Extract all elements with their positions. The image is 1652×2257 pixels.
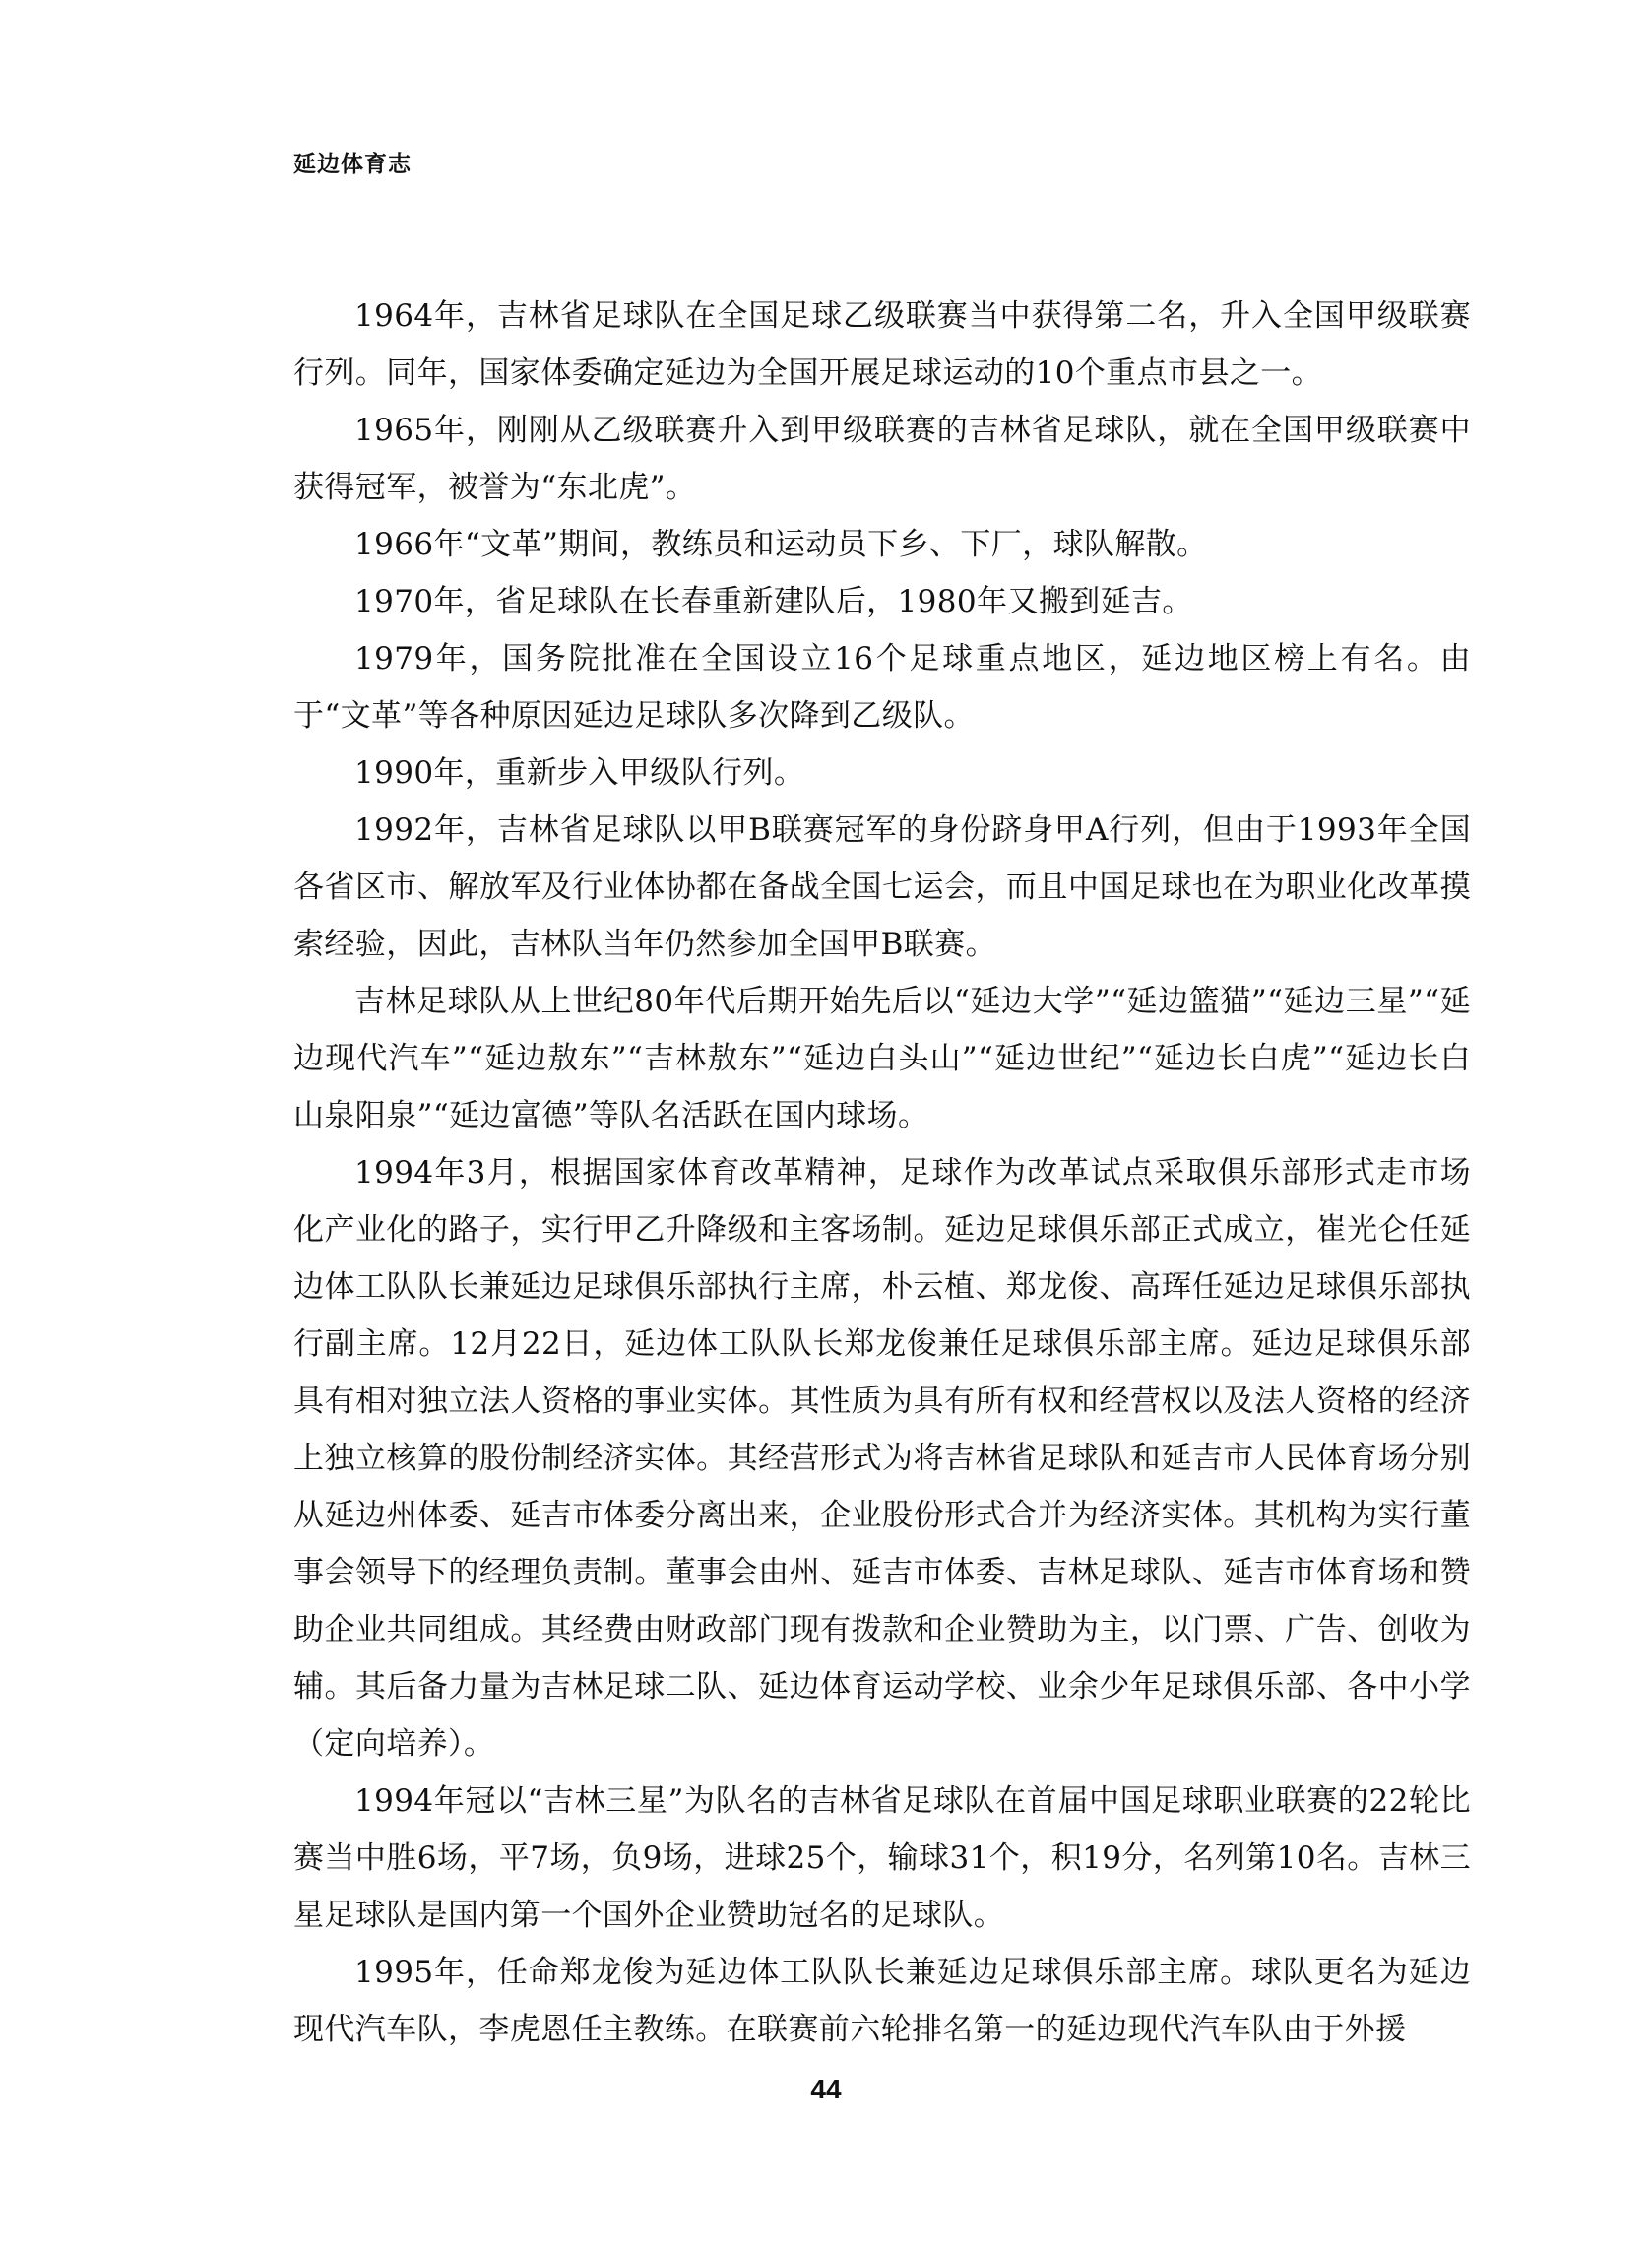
paragraph-1979: 1979年，国务院批准在全国设立16个足球重点地区，延边地区榜上有名。由于“文革”等各种原因延边足球队多次降到乙级队。: [293, 641, 1471, 734]
paragraph-1994-league: 1994年冠以“吉林三星”为队名的吉林省足球队在首届中国足球职业联赛的22轮比赛当中胜6场，平7场，负9场，进球25个，输球31个，积19分，名列第10名。吉林三星足球队是国内第一个国外企业赞助冠名的足球队。: [293, 1783, 1471, 1933]
body-text: [293, 288, 1471, 2058]
paragraph-1995: 1995年，任命郑龙俊为延边体工队队长兼延边足球俱乐部主席。球队更名为延边现代汽车队，李虎恩任主教练。在联赛前六轮排名第一的延边现代汽车队由于外援: [293, 1955, 1471, 2047]
paragraph-1964: 1964年，吉林省足球队在全国足球乙级联赛当中获得第二名，升入全国甲级联赛行列。同年，国家体委确定延边为全国开展足球运动的10个重点市县之一。: [293, 298, 1471, 391]
paragraph-1965: 1965年，刚刚从乙级联赛升入到甲级联赛的吉林省足球队，就在全国甲级联赛中获得冠军，被誉为“东北虎”。: [293, 413, 1471, 505]
running-header: 延边体育志: [293, 152, 412, 177]
paragraph-1970: 1970年，省足球队在长春重新建队后，1980年又搬到延吉。: [354, 584, 1193, 619]
paragraph-1990: 1990年，重新步入甲级队行列。: [354, 755, 805, 791]
page-number: 44: [810, 2074, 842, 2104]
paragraph-1966: 1966年“文革”期间，教练员和运动员下乡、下厂，球队解散。: [354, 527, 1208, 562]
paragraph-1992: 1992年，吉林省足球队以甲B联赛冠军的身份跻身甲A行列，但由于1993年全国各省区市、解放军及行业体协都在备战全国七运会，而且中国足球也在为职业化改革摸索经验，因此，吉林队当年仍然参加全国甲B联赛。: [293, 812, 1471, 962]
paragraph-1994-march: 1994年3月，根据国家体育改革精神，足球作为改革试点采取俱乐部形式走市场化产业化的路子，实行甲乙升降级和主客场制。延边足球俱乐部正式成立，崔光仑任延边体工队队长兼延边足球俱乐部执行主席，朴云植、郑龙俊、高珲任延边足球俱乐部执行副主席。12月22日，延边体工队队长郑龙俊兼任足球俱乐部主席。延边足球俱乐部具有相对独立法人资格的事业实体。其性质为具有所有权和经营权以及法人资格的经济上独立核算的股份制经济实体。其经营形式为将吉林省足球队和延吉市人民体育场分别从延边州体委、延吉市体委分离出来，企业股份形式合并为经济实体。其机构为实行董事会领导下的经理负责制。董事会由州、延吉市体委、吉林足球队、延吉市体育场和赞助企业共同组成。其经费由财政部门现有拨款和企业赞助为主，以门票、广告、创收为辅。其后备力量为吉林足球二队、延边体育运动学校、业余少年足球俱乐部、各中小学（定向培养）。: [293, 1155, 1471, 1762]
paragraph-team-names: 吉林足球队从上世纪80年代后期开始先后以“延边大学”“延边篮猫”“延边三星”“延边现代汽车”“延边敖东”“吉林敖东”“延边白头山”“延边世纪”“延边长白虎”“延边长白山泉阳泉”“延边富德”等队名活跃在国内球场。: [293, 984, 1471, 1133]
